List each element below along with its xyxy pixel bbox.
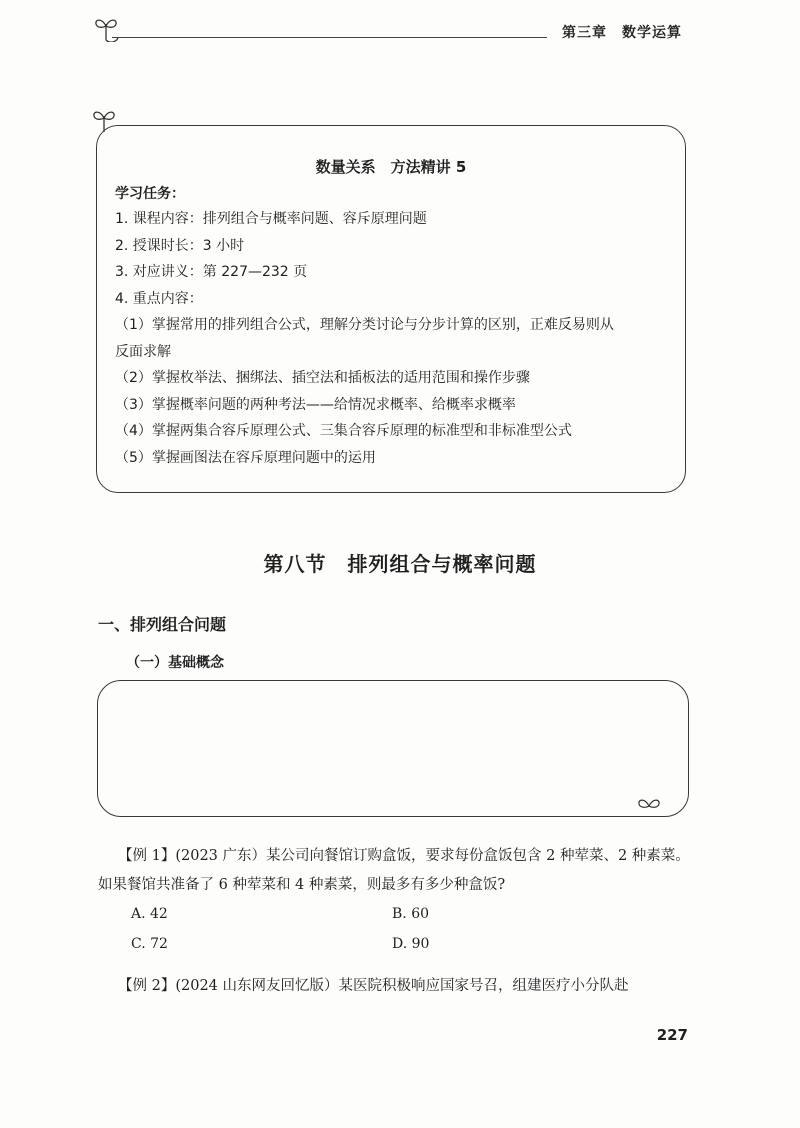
- section-title: 第八节 排列组合与概率问题: [263, 552, 537, 576]
- example-1-question: 【例 1】(2023 广东）某公司向餐馆订购盒饭，要求每份盒饭包含 2 种荤菜、2 种素菜。如果餐馆共准备了 6 种荤菜和 4 种素菜，则最多有多少种盒饭?: [98, 848, 690, 893]
- task-line: （4）掌握两集合容斥原理公式、三集合容斥原理的标准型和非标准型公式: [115, 423, 572, 439]
- sprout-icon: [636, 796, 662, 812]
- task-line: （1）掌握常用的排列组合公式，理解分类讨论与分步计算的区别，正难反易则从: [115, 317, 614, 333]
- page-number: 227: [656, 1026, 688, 1044]
- example-1-option-d: D. 90: [392, 936, 430, 952]
- chapter-title: 第三章 数学运算: [562, 25, 682, 41]
- task-label: 学习任务：: [115, 186, 185, 202]
- task-line: （2）掌握枚举法、捆绑法、插空法和插板法的适用范围和操作步骤: [115, 370, 530, 386]
- task-line: 2. 授课时长：3 小时: [115, 237, 245, 254]
- example-2-question: 【例 2】(2024 山东网友回忆版）某医院积极响应国家号召，组建医疗小分队赴: [118, 978, 629, 994]
- study-task-box: [96, 125, 686, 493]
- task-line: （3）掌握概率问题的两种考法——给情况求概率、给概率求概率: [115, 396, 516, 413]
- header-rule: [112, 37, 547, 38]
- task-line: 1. 课程内容：排列组合与概率问题、容斥原理问题: [115, 211, 427, 227]
- task-line: （5）掌握画图法在容斥原理问题中的运用: [115, 449, 376, 466]
- heading-level-2: （一）基础概念: [126, 655, 224, 671]
- example-1-option-c: C. 72: [131, 936, 168, 952]
- example-1-option-a: A. 42: [131, 906, 168, 922]
- task-box-title: 数量关系 方法精讲 5: [315, 158, 467, 176]
- task-line: 4. 重点内容：: [115, 290, 203, 307]
- example-1-option-b: B. 60: [392, 906, 430, 922]
- concept-notes-box: [97, 680, 689, 817]
- task-lines: [115, 206, 675, 471]
- task-line: 反面求解: [115, 343, 171, 360]
- task-line: 3. 对应讲义：第 227—232 页: [115, 264, 308, 280]
- heading-level-1: 一、排列组合问题: [98, 615, 227, 634]
